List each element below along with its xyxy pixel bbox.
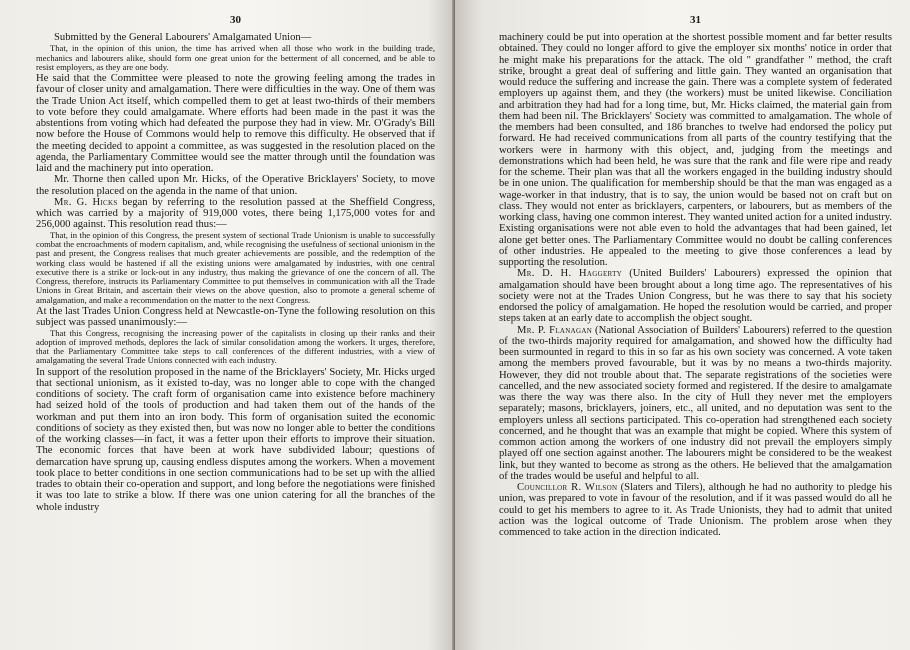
resolution-text: That, in the opinion of this union, the time has arrived when all those who work in the building trade, mechanics and labourers alike, should form one great union for the betterment of all concerned, and be able to resist employers, as they are one body. xyxy=(36,43,435,72)
paragraph-continued: machinery could be put into operation at the shortest possible moment and far better results obtained. They could no longer afford to give the employer six months' notice in order that he might make his preparations for the attack. The old " grandfather " method, the craft strike, brought a great deal of suffering and little gain. They wanted an organisation that would reduce the suffering and increase the gain. There was a complete system of federated employers up against them, and they (the workers) must be united likewise. Conciliation and arbitration they had had for a long time, but, Mr. Hicks claimed, the material gain from them had been nil. The Bricklayers' Society was committed to amalgamation. The whole of the members had been consulted, and 186 branches to twelve had endorsed the policy put forward. He had received communications from all parts of the country testifying that the workers were in harmony with this object, and, judging from the meetings and demonstrations which had been held, he was sure that the rank and file were ripe and ready for the scheme. Their plan was that all the workers engaged in the building industry should be in one union. The qualification for membership should be that the man was engaged as a wage-worker in that industry, that is to say, the union would be based not on craft but on class. They would not enter as bricklayers, carpenters, or labourers, but as members of the working class, having one common interest. They wanted united action for a united industry. Existing organisations were not able even to hold the advantages that had been gained, let alone get better ones. The Parliamentary Committee would no doubt be calling conferences of other industries. He appealed to the meeting to give those conferences a lead by supporting the resolution. xyxy=(499,32,892,268)
speaker-name: Mr. G. Hicks xyxy=(54,196,118,208)
speaker-text: (National Association of Builders' Labourers) referred to the question of the two-thirds majority required for amalgamation, and showed how the difficulty had been surmounted in regard to this in so far as his own society was concerned. A vote taken among the members proved favourable, but it was by no means a two-thirds majority. However, they did not trouble about that. The separate registrations of the societies were cancelled, and the new associated society formed and registered. If the desire to amalgamate was there the way was there also. In the city of Hull they never met the employers separately; masons, bricklayers, joiners, etc., all united, and no deputation was sent to the employers unless all sections participated. This co-operation had strengthened each society concerned, and he thought that was an example that might be copied. Where this system of common action among the workers of one industry did not prevail the employers simply played off one section against another. The labourers might be considered to be the weakest link, but they wanted to become as strong as the others. He believed that the amalgamation of the trades would be useful and helpful to all. xyxy=(499,324,892,482)
paragraph xyxy=(499,482,892,538)
page-number-left: 30 xyxy=(230,14,241,26)
left-page-body xyxy=(36,32,435,513)
speaker-text: began by referring to the resolution passed at the Sheffield Congress, which was carried by a majority of 919,000 votes, there being 1,175,000 votes for and 256,000 against. This resolution read thus:— xyxy=(36,196,435,231)
resolution-text: That this Congress, recognising the increasing power of the capitalists in closing up their ranks and their adoption of improved methods, deplores the lack of similar consolidation among the workers. It urges, therefore, that the Parliamentary Committee take steps to call conferences of the different industries, with a view of amalgamating the several Trade Unions connected with each industry. xyxy=(36,327,435,366)
right-page-body xyxy=(499,32,892,538)
paragraph: In support of the resolution proposed in the name of the Bricklayers' Society, Mr. Hicks urged that sectional unionism, as it existed to-day, was no longer able to cope with the changed conditions of society. The craft form of organisation came into existence before machinery had seized hold of the tools of production and had taken them out of the hands of the workman and put them into an iron body. This form of organisation suited the economic conditions of society as they existed then, but was now no longer able to better the conditions of the working classes—in fact, it was a fetter upon their efforts to improve their situation. The economic forces that have been at work have subdivided labour; questions of demarcation have sprung up, causing endless disputes among the workers. When a movement took place to better conditions in one section communications had to be set up with the allied trades to obtain their co-operation and support, and long before the negotiations were finished it was too late to strike a blow. If there was one union catering for all the branches of the whole industry xyxy=(36,366,435,513)
speaker-name: Mr. D. H. Haggerty xyxy=(517,268,622,280)
speaker-name: Mr. P. Flanagan xyxy=(517,324,593,336)
resolution-text: That, in the opinion of this Congress, the present system of sectional Trade Unionism is unable to successfully combat the encroachments of modern capitalism, and, while recognising the usefulness of sectional unionism in the past and present, the Congress realises that much greater achievements are possible, and the redemption of the working class would be hastened if all the existing unions were amalgamated by industries, with one central executive there is a strike or lock-out in any industry, thus making the grievance of one the concern of all. The Congress, therefore, instructs its Parliamentary Committee to put themselves in communication with all the Trade Unions in Great Britain, and ascertain their views on the above question, also to promote a general scheme of amalgamation, and make a recommendation on the matter to the next Congress. xyxy=(36,229,435,305)
paragraph: He said that the Committee were pleased to note the growing feeling among the trades in favour of closer unity and amalgamation. There were difficulties in the way. One of them was the Trade Union Act itself, which compelled them to get at least two-thirds of their members to vote before they could amalgamate. Where efforts had been made in the past it was the abstentions from voting which had defeated the purpose they had in view. Mr. O'Grady's Bill now before the House of Commons would help to remove this difficulty. He observed that if the meeting decided to appoint a committee, as was suggested in the resolution placed on the agenda, the Parliamentary Committee would see the matter through until the foundation was laid and the machinery put into operation. xyxy=(36,73,435,175)
speaker-name: Councillor R. Wilson xyxy=(517,482,618,493)
right-page xyxy=(455,0,910,650)
paragraph xyxy=(499,325,892,483)
paragraph xyxy=(36,197,435,231)
submission-heading: Submitted by the General Labourers' Amalgamated Union— xyxy=(54,32,312,43)
paragraph: At the last Trades Union Congress held at Newcastle-on-Tyne the following resolution on this subject was passed unanimously:— xyxy=(36,306,435,329)
speaker-text: (Slaters and Tilers), although he had no authority to pledge his union, was prepared to vote in favour of the resolution, and if it was passed would do all he could to get his members to agree to it. As Trade Unionists, they had to admit that united action was the logical outcome of Trade Unionism. The problem arose when they commenced to take action in the direction indicated. xyxy=(499,482,892,538)
page-number-right: 31 xyxy=(690,14,701,26)
paragraph: Mr. Thorne then called upon Mr. Hicks, of the Operative Bricklayers' Society, to move the resolution placed on the agenda in the name of that union. xyxy=(36,174,435,197)
speaker-text: (United Builders' Labourers) expressed the opinion that amalgamation should have been brought about a long time ago. The representatives of his society were not at the Trades Union Congress, but he was there to say that his society endorsed the policy of amalgamation. He hoped the resolution would be carried, and proper steps taken at an early date to accomplish the object sought. xyxy=(499,268,892,325)
paragraph xyxy=(499,268,892,324)
